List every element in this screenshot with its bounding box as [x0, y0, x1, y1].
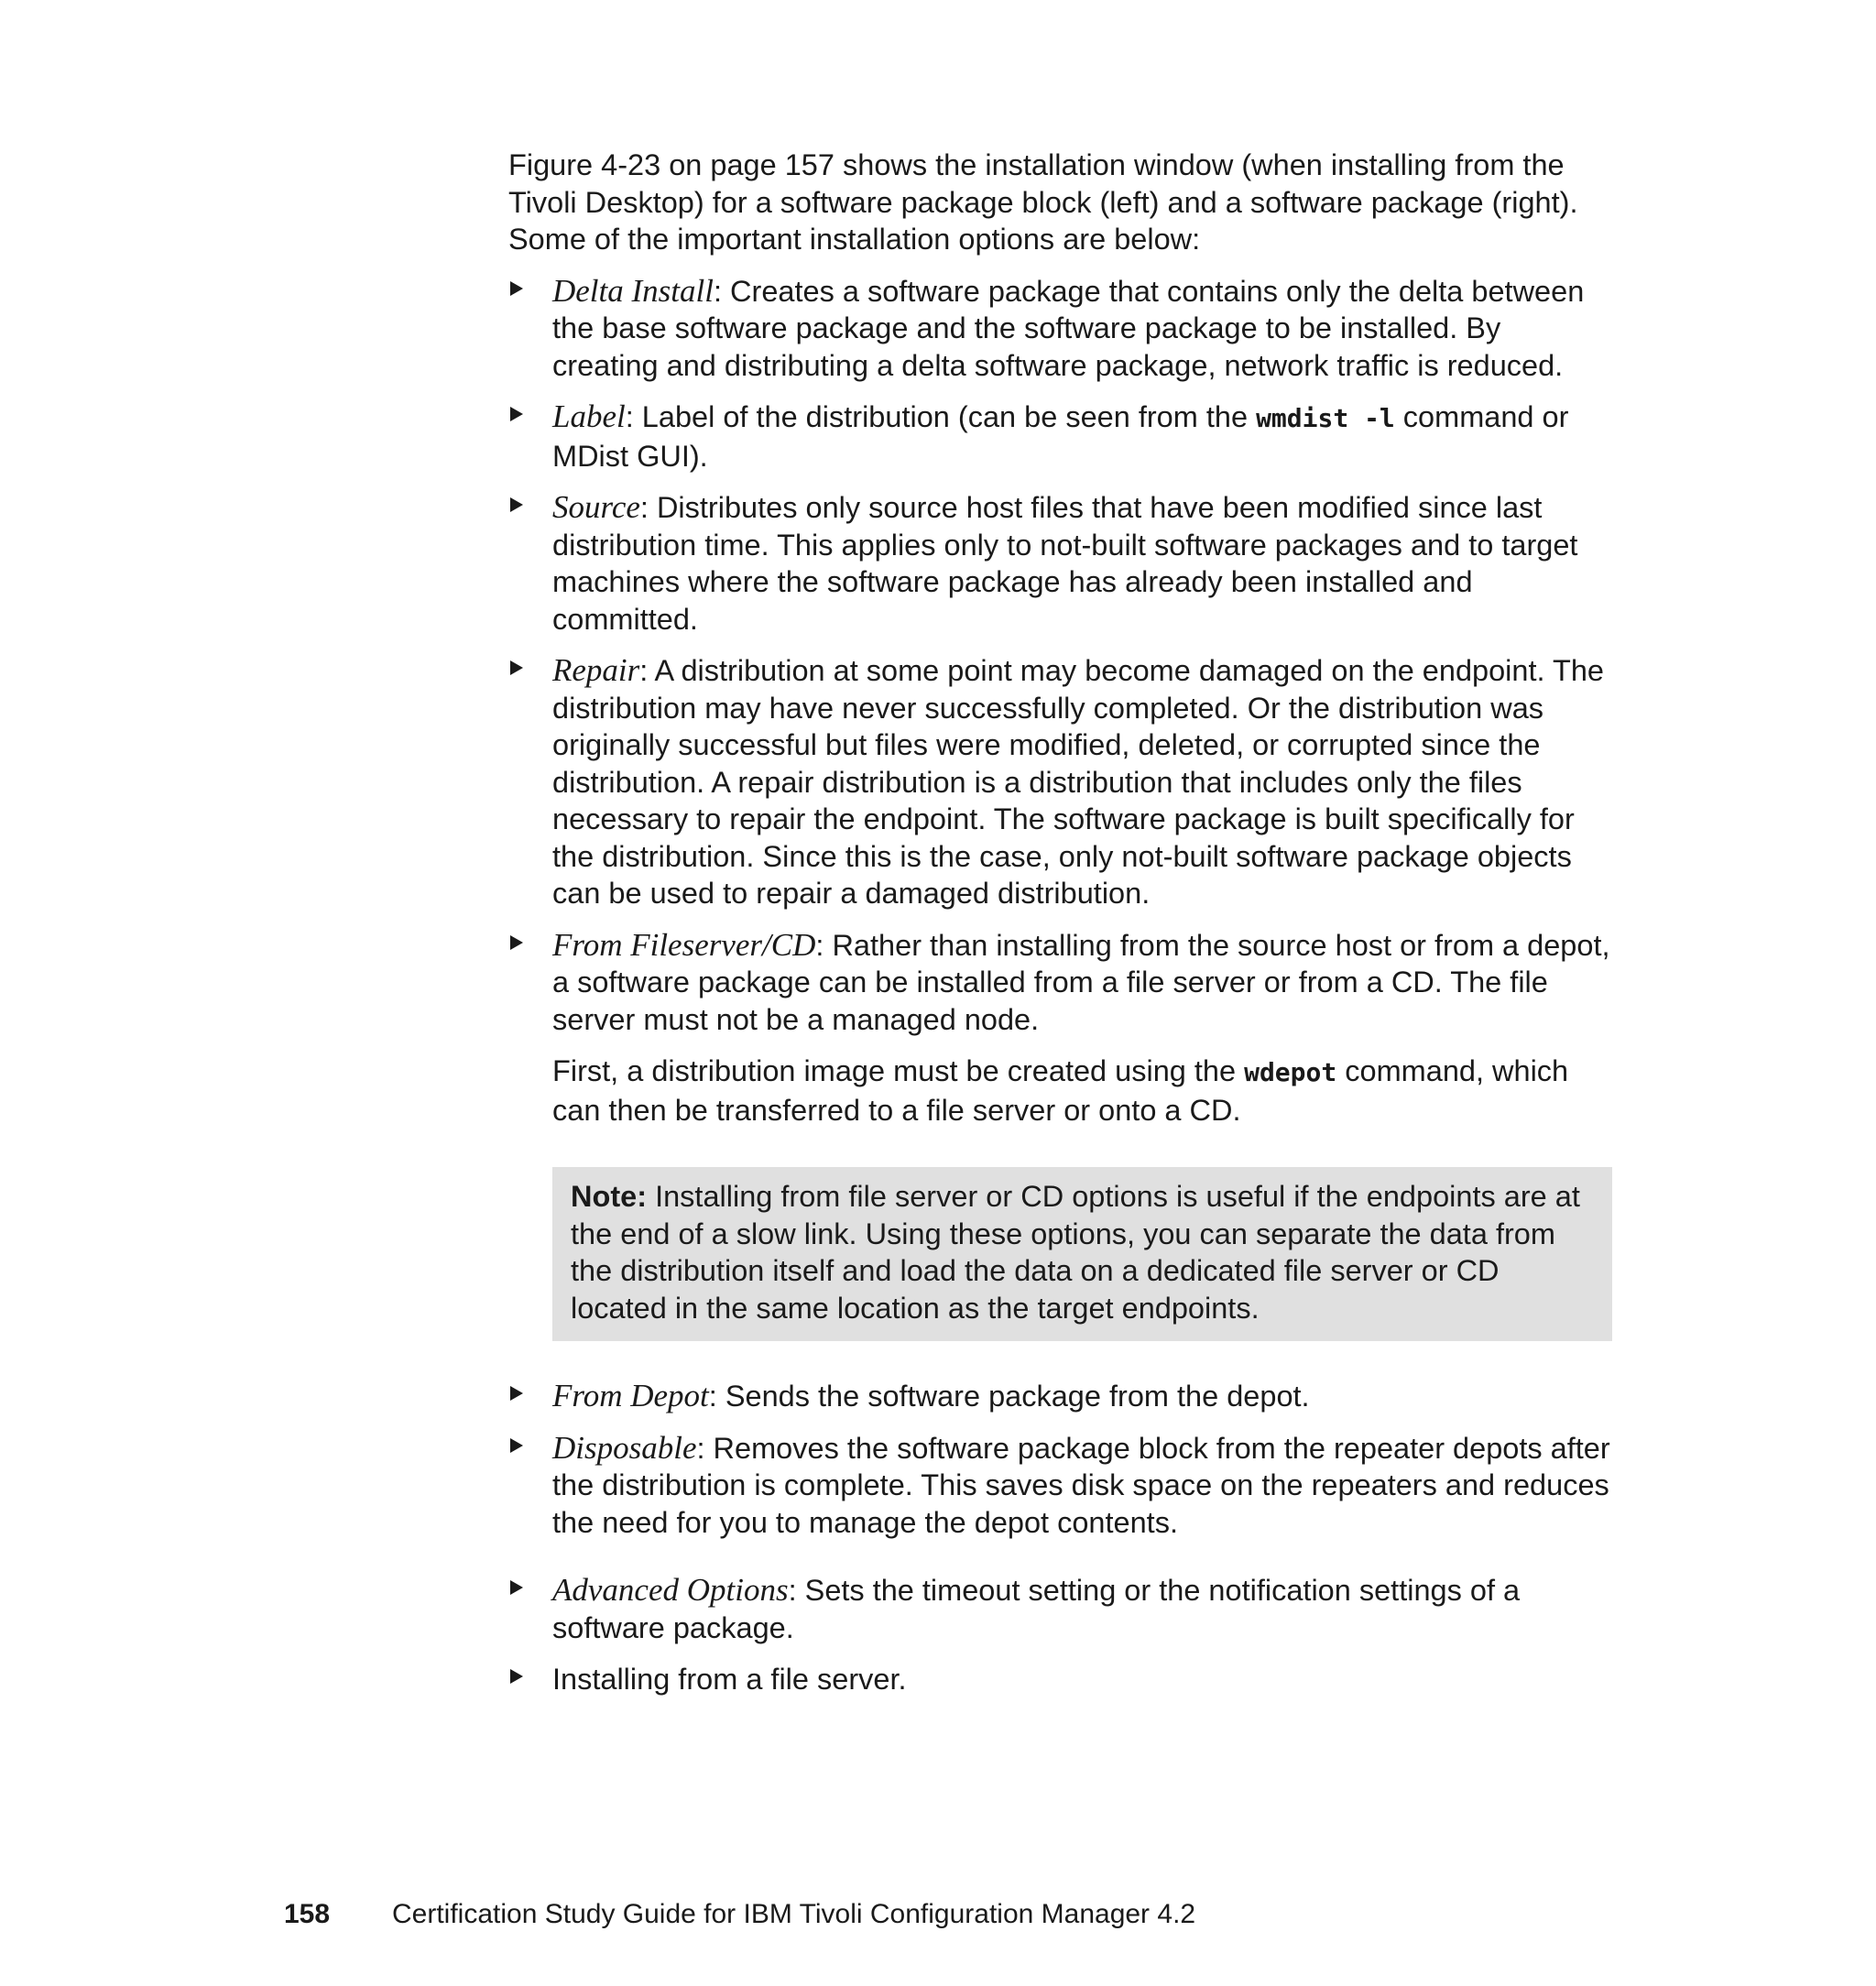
page-content [508, 147, 1612, 1713]
bullet-arrow-icon [510, 1438, 523, 1453]
term-fileserver: From Fileserver/CD [552, 926, 816, 963]
bullet-arrow-icon [510, 1386, 523, 1401]
list-item-label [508, 398, 1612, 475]
note-text: Installing from file server or CD options is useful if the endpoints are at the end of a slow link. Using these options, you can separate the data from the distribution itself and load the data on a dedicated file server or CD located in the same location as the target endpoints. [571, 1180, 1580, 1325]
fileserver-followup-after: command, which can then be transferred to a file server or onto a CD. [552, 1054, 1569, 1127]
book-title: Certification Study Guide for IBM Tivoli Configuration Manager 4.2 [392, 1899, 1196, 1929]
file-server-install-text: Installing from a file server. [552, 1663, 907, 1696]
list-item-from-depot [508, 1378, 1612, 1415]
bullet-arrow-icon [510, 660, 523, 675]
bullet-arrow-icon [510, 407, 523, 421]
fileserver-followup-before: First, a distribution image must be created using the [552, 1054, 1245, 1087]
list-item-file-server-install [508, 1661, 1612, 1698]
list-item-advanced-options [508, 1572, 1612, 1646]
term-label: Label [552, 398, 626, 434]
options-list [508, 273, 1612, 1129]
options-list-continued [508, 1378, 1612, 1698]
page-footer [284, 1896, 1195, 1933]
from-depot-text: : Sends the software package from the depot. [708, 1380, 1310, 1413]
term-from-depot: From Depot [552, 1378, 709, 1413]
list-item-delta-install [508, 273, 1612, 385]
term-delta-install: Delta Install [552, 272, 714, 309]
bullet-arrow-icon [510, 935, 523, 950]
intro-paragraph: Figure 4-23 on page 157 shows the installation window (when installing from the Tivoli Desktop) for a software package block (left) and a software package (right). Some of the important installation options are below: [508, 148, 1578, 256]
wdepot-command: wdepot [1244, 1057, 1337, 1087]
term-advanced-options: Advanced Options [552, 1572, 789, 1608]
note-box [552, 1167, 1612, 1341]
repair-text: : A distribution at some point may become damaged on the endpoint. The distribution may have never successfully completed. Or the distribution was originally successful but files were modified, deleted, or corrupted since the distribution. A repair distribution is a distribution that includes only the files necessary to repair the endpoint. The software package is built specifically for the distribution. Since this is the case, only not-built software package objects can be used to repair a damaged distribution. [552, 654, 1604, 910]
list-item-source [508, 489, 1612, 638]
bullet-arrow-icon [510, 1669, 523, 1684]
fileserver-text: : Rather than installing from the source host or from a depot, a software package can be installed from a file server or from a CD. The file server must not be a managed node. [552, 928, 1610, 1036]
term-repair: Repair [552, 652, 640, 688]
fileserver-followup-paragraph [552, 1053, 1612, 1129]
advanced-options-text: : Sets the timeout setting or the notification settings of a software package. [552, 1574, 1521, 1644]
delta-install-text: : Creates a software package that contains only the delta between the base software package and the software package to be installed. By creating and distributing a delta software package, network traffic is reduced. [552, 274, 1585, 382]
term-disposable: Disposable [552, 1429, 697, 1466]
bullet-arrow-icon [510, 497, 523, 512]
bullet-arrow-icon [510, 1580, 523, 1595]
note-label: Note: [571, 1180, 648, 1213]
page-number: 158 [284, 1899, 331, 1929]
list-item-repair [508, 652, 1612, 912]
label-text-before: : Label of the distribution (can be seen from the [625, 400, 1257, 433]
disposable-text: : Removes the software package block from the repeater depots after the distribution is complete. This saves disk space on the repeaters and reduces the need for you to manage the depot contents. [552, 1431, 1610, 1539]
wmdist-command: wmdist -l [1256, 403, 1395, 433]
source-text: : Distributes only source host files that have been modified since last distribution time. This applies only to not-built software packages and to target machines where the software package has already been installed and committed. [552, 491, 1578, 636]
term-source: Source [552, 489, 640, 525]
bullet-arrow-icon [510, 281, 523, 296]
list-item-disposable [508, 1430, 1612, 1542]
label-text-after: command or MDist GUI). [552, 400, 1569, 473]
list-item-fileserver [508, 927, 1612, 1129]
